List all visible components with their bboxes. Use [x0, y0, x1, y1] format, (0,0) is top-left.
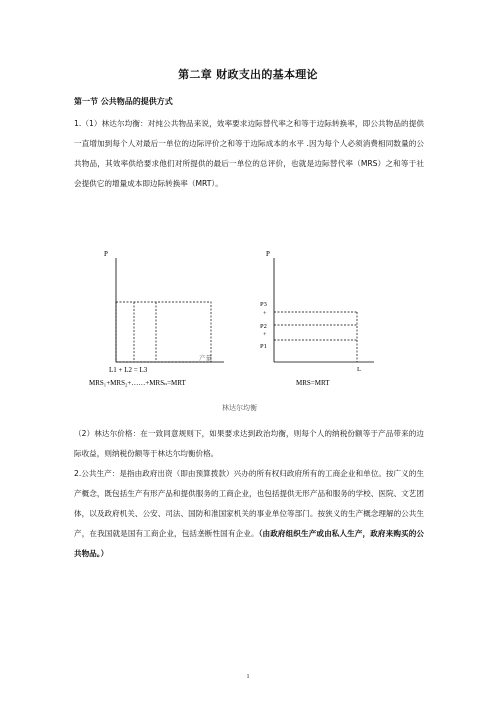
left-under-label: L1 + L2 = L3	[109, 366, 148, 374]
right-plus-2: +	[263, 331, 267, 338]
right-plus-1: +	[263, 310, 267, 317]
left-box	[116, 302, 211, 362]
right-p3-label: P3	[260, 301, 267, 308]
paragraph-lindahl-equilibrium: 1.（1）林达尔均衡：对纯公共物品来说，效率要求边际替代率之和等于边际转换率，即公共物品的提供一直增加到每个人对最后一单位的边际评价之和等于边际成本的水平 .因为每个人必须消费相同数量的公共物品，其效率供给要求他们对所提供的最后一单位的总评价，也就是边际替代率（MRS）之和等于社会提供它的增量成本即边际转换率（MRT）。	[74, 119, 424, 188]
right-y-label: P	[266, 250, 270, 258]
right-p2-label: P2	[260, 323, 267, 330]
right-x-label: L	[357, 366, 361, 373]
figure-caption: 林达尔均衡	[222, 404, 257, 412]
paragraph-lindahl-price: （2）林达尔价格：在一致同意规则下，如果要求达到政治均衡，则每个人的纳税份额等于产品带来的边际收益，则纳税份额等于林达尔均衡价格。	[74, 429, 424, 458]
section-heading: 第一节 公共物品的提供方式	[74, 97, 173, 106]
public-production-text: 2.公共生产：是指由政府出资（即由预算拨款）兴办的所有权归政府所有的工商企业和单位。按广义的生产概念，既包括生产有形产品和提供服务的工商企业，也包括提供无形产品和服务的学校、医院、文艺团体，以及政府机关、公安、司法、国防和准国家机关的事业单位等部门。按狭义的生产概念理解的公共生产，在我国就是国有工商企业，包括垄断性国有企业。	[74, 469, 424, 538]
left-y-label: P	[104, 250, 108, 258]
right-p1-label: P1	[260, 343, 267, 350]
right-caption: MRS=MRT	[296, 379, 330, 387]
paragraph-public-production	[74, 464, 424, 564]
left-caption: MRS₁+MRS₂+……+MRSₙ=MRT	[89, 379, 186, 387]
left-x-label: 产量	[199, 355, 212, 362]
page-number: 1	[246, 674, 250, 680]
lindahl-figure	[74, 240, 374, 415]
chapter-title: 第二章 财政支出的基本理论	[178, 68, 318, 81]
public-production-note: （由政府组织生产或由私人生产，政府来购买的公共物品。）	[74, 529, 424, 558]
